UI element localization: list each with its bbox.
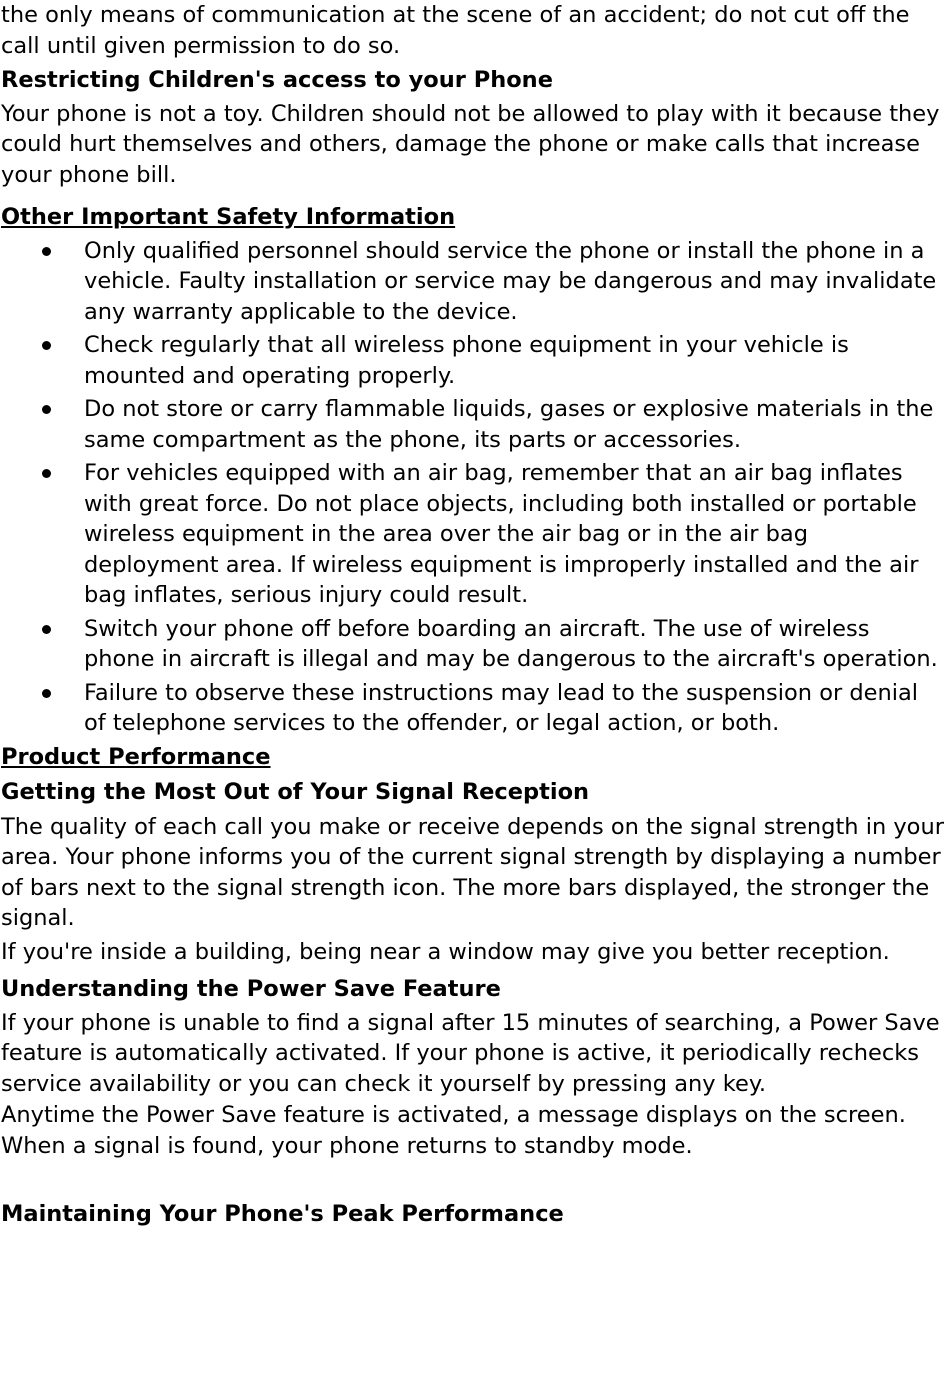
power-save-body-2: Anytime the Power Save feature is activated, a message displays on the screen. When a signal is found, your phone returns to standby mode.: [1, 1102, 906, 1159]
safety-item-text: Switch your phone off before boarding an aircraft. The use of wireless phone in aircraft is illegal and may be dangerous to the aircraft's operation.: [84, 615, 938, 672]
bullet-icon: [42, 625, 51, 634]
safety-item-text: For vehicles equipped with an air bag, remember that an air bag inflates with great force. Do not place objects, including both installed or portable wireless equipment in the area over the air bag or in the air bag deployment area. If wireless equipment is improperly installed and the air bag inflates, serious injury could result.: [84, 460, 919, 608]
safety-item-text: Only qualified personnel should service the phone or install the phone in a vehicle. Faulty installation or service may be dangerous and may invalidate any warranty applicable to the device.: [84, 237, 937, 325]
safety-heading: Other Important Safety Information: [1, 204, 456, 230]
safety-item-text: Failure to observe these instructions may lead to the suspension or denial of telephone services to the offender, or legal action, or both.: [84, 679, 919, 736]
children-heading: Restricting Children's access to your Phone: [1, 67, 553, 93]
children-body: Your phone is not a toy. Children should not be allowed to play with it because they could hurt themselves and others, damage the phone or make calls that increase your phone bill.: [1, 100, 940, 188]
safety-item-text: Check regularly that all wireless phone equipment in your vehicle is mounted and operating properly.: [84, 332, 849, 389]
safety-list-item: [1, 678, 946, 739]
power-save-body-1: If your phone is unable to find a signal after 15 minutes of searching, a Power Save feature is automatically activated. If your phone is active, it periodically rechecks service availability or you can check it yourself by pressing any key.: [1, 1009, 940, 1097]
safety-list-item: [1, 394, 946, 455]
bullet-icon: [42, 405, 51, 414]
safety-list-item: [1, 458, 946, 611]
intro-continued-text: the only means of communication at the scene of an accident; do not cut off the call until given permission to do so.: [1, 2, 910, 59]
safety-list-item: [1, 236, 946, 328]
safety-list-item: [1, 330, 946, 391]
signal-body-2: If you're inside a building, being near a window may give you better reception.: [1, 938, 890, 965]
bullet-icon: [42, 341, 51, 350]
safety-list: [1, 236, 946, 739]
bullet-icon: [42, 469, 51, 478]
peak-performance-heading: Maintaining Your Phone's Peak Performance: [1, 1201, 564, 1227]
safety-list-item: [1, 614, 946, 675]
power-save-heading: Understanding the Power Save Feature: [1, 976, 501, 1002]
signal-heading: Getting the Most Out of Your Signal Reception: [1, 779, 590, 805]
bullet-icon: [42, 247, 51, 256]
bullet-icon: [42, 689, 51, 698]
safety-item-text: Do not store or carry flammable liquids, gases or explosive materials in the same compartment as the phone, its parts or accessories.: [84, 396, 934, 453]
performance-heading: Product Performance: [1, 743, 271, 770]
signal-body-1: The quality of each call you make or receive depends on the signal strength in your area. Your phone informs you of the current signal strength by displaying a number of bars next to the signal strength icon. The more bars displayed, the stronger the signal.: [1, 813, 944, 931]
